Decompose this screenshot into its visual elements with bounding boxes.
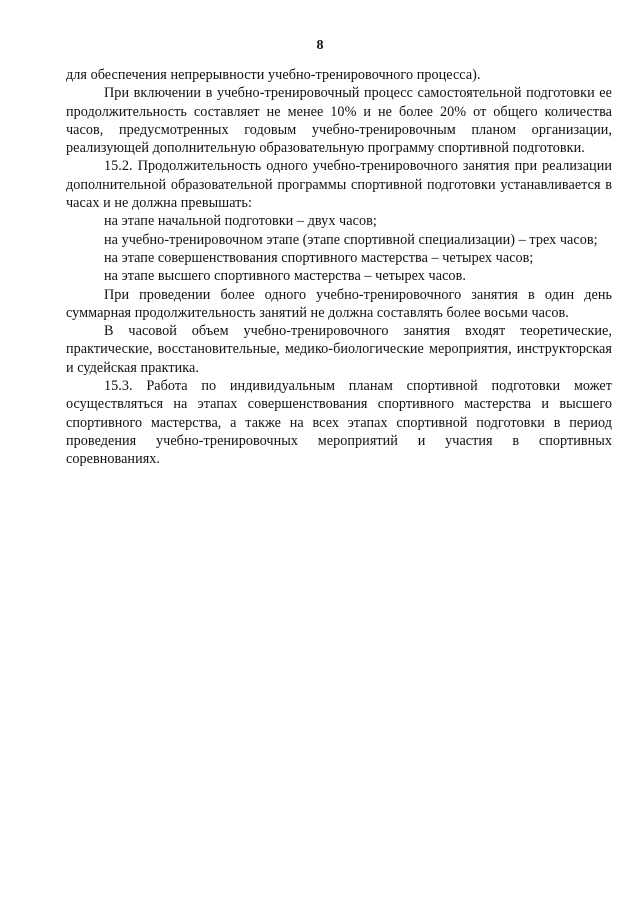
paragraph-hourly-volume: В часовой объем учебно-тренировочного занятия входят теоретические, практические, восстановительные, медико-биологические мероприятия, инструкторская и судейская практика.: [66, 323, 612, 376]
paragraph-highest-stage: на этапе высшего спортивного мастерства – четырех часов.: [104, 268, 466, 285]
page-number: 8: [316, 38, 324, 53]
paragraph-initial-stage: на этапе начальной подготовки – двух часов;: [104, 213, 377, 230]
paragraph-section-15-2: 15.2. Продолжительность одного учебно-тренировочного занятия при реализации дополнительной образовательной программы спортивной подготовки устанавливается в часах и не должна превышать:: [66, 158, 612, 212]
paragraph-improvement-stage: на этапе совершенствования спортивного мастерства – четырех часов;: [104, 249, 534, 266]
paragraph-multiple-sessions: При проведении более одного учебно-тренировочного занятия в один день суммарная продолжительность занятий не должна составлять более восьми часов.: [66, 286, 612, 321]
paragraph-training-stage: на учебно-тренировочном этапе (этапе спортивной специализации) – трех часов;: [104, 231, 598, 248]
paragraph-continuation: для обеспечения непрерывности учебно-тренировочного процесса).: [66, 67, 481, 83]
document-body: [66, 66, 612, 469]
paragraph-self-training: При включении в учебно-тренировочный процесс самостоятельной подготовки ее продолжительность составляет не менее 10% и не более 20% от общего количества часов, предусмотренных годовым учебно-тренировочным планом организации, реализующей дополнительную образовательную программу спортивной подготовки.: [66, 85, 612, 157]
paragraph-section-15-3: 15.3. Работа по индивидуальным планам спортивной подготовки может осуществляться на этапах совершенствования спортивного мастерства и высшего спортивного мастерства, а также на всех этапах спортивной подготовки в период проведения учебно-тренировочных мероприятий и участия в спортивных соревнованиях.: [66, 378, 612, 468]
